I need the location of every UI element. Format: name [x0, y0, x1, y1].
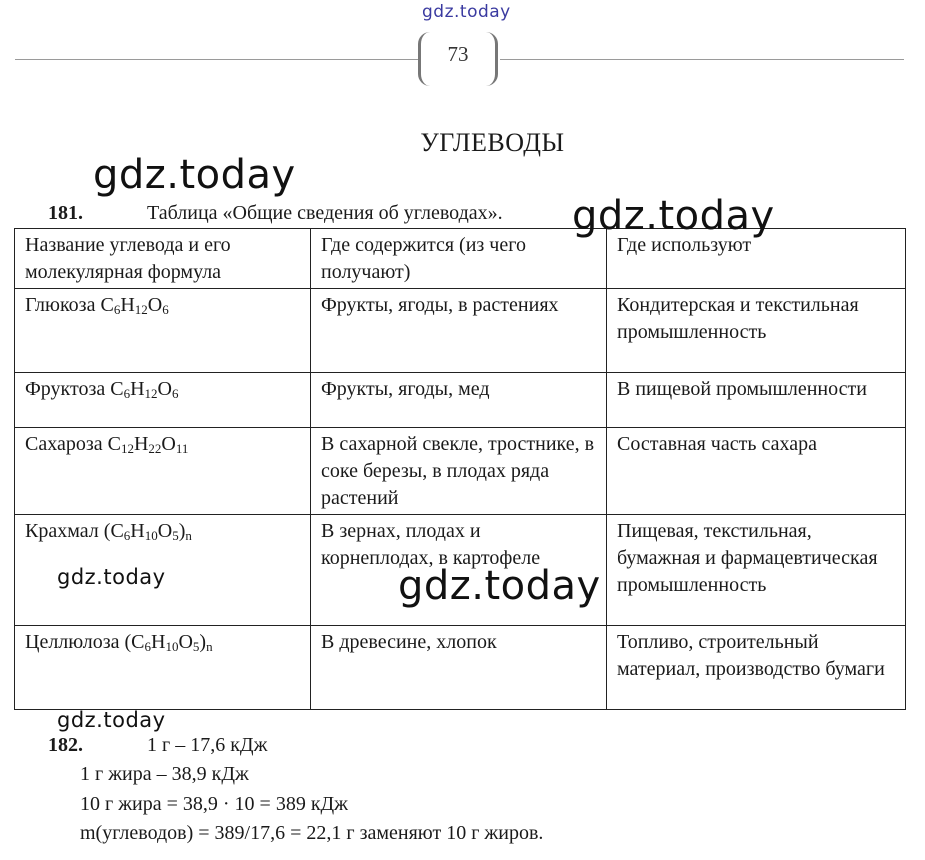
task-181-caption: Таблица «Общие сведения об углеводах». — [147, 202, 503, 224]
watermark-3: gdz.today — [57, 565, 166, 589]
cell-name — [15, 289, 311, 373]
cell-source: В сахарной свекле, тростнике, в соке березы, в плодах ряда растений — [311, 428, 607, 515]
cell-source: В древесине, хлопок — [311, 626, 607, 710]
table-row — [15, 626, 906, 710]
cell-name — [15, 373, 311, 428]
watermark-2: gdz.today — [572, 193, 775, 239]
cell-name — [15, 626, 311, 710]
task-182-line: 10 г жира = 38,9 · 10 = 389 кДж — [80, 793, 348, 815]
carb-name: Крахмал — [25, 520, 99, 542]
task-182-line: m(углеводов) = 389/17,6 = 22,1 г заменяют 10 г жиров. — [80, 822, 544, 844]
table-row — [15, 289, 906, 373]
carb-formula: $(C_6H_{10}O_5)_n$ — [124, 631, 213, 654]
cell-usage: В пищевой промышленности — [607, 373, 906, 428]
cell-name — [15, 428, 311, 515]
task-182-line: 1 г жира – 38,9 кДж — [80, 763, 249, 785]
cell-usage: Кондитерская и текстильная промышленность — [607, 289, 906, 373]
header-name: Название углевода и его молекулярная формула — [15, 229, 311, 289]
carb-formula: $C_6H_{12}O_6$ — [110, 378, 179, 401]
task-182-number: 182. — [48, 734, 83, 756]
table-row — [15, 428, 906, 515]
carb-formula: $C_{12}H_{22}O_{11}$ — [107, 433, 189, 456]
task-182-line: 1 г – 17,6 кДж — [147, 734, 268, 756]
table-row — [15, 373, 906, 428]
header-usage: Где используют — [607, 229, 906, 289]
page-title: УГЛЕВОДЫ — [420, 128, 565, 157]
watermark-1: gdz.today — [93, 152, 296, 198]
header-rule-left — [15, 59, 419, 60]
watermark-5: gdz.today — [57, 708, 166, 732]
carb-name: Сахароза — [25, 433, 103, 455]
cell-usage: Пищевая, текстильная, бумажная и фармацевтическая промышленность — [607, 515, 906, 626]
cell-source: В зернах, плодах и корнеплодах, в картофеле — [311, 515, 607, 626]
header-rule-right — [500, 59, 904, 60]
carb-formula: $(C_6H_{10}O_5)_n$ — [103, 520, 192, 543]
page-number: 73 — [447, 42, 469, 66]
carb-name: Целлюлоза — [25, 631, 120, 653]
watermark-top: gdz.today — [422, 2, 511, 22]
carb-name: Фруктоза — [25, 378, 106, 400]
cell-source: Фрукты, ягоды, мед — [311, 373, 607, 428]
cell-usage: Топливо, строительный материал, производство бумаги — [607, 626, 906, 710]
watermark-4: gdz.today — [398, 563, 601, 609]
cell-source: Фрукты, ягоды, в растениях — [311, 289, 607, 373]
carb-formula: $C_6H_{12}O_6$ — [100, 294, 169, 317]
carbohydrates-table — [14, 228, 906, 710]
header-source: Где содержится (из чего получают) — [311, 229, 607, 289]
task-181-number: 181. — [48, 202, 83, 224]
cell-usage: Составная часть сахара — [607, 428, 906, 515]
carb-name: Глюкоза — [25, 294, 96, 316]
